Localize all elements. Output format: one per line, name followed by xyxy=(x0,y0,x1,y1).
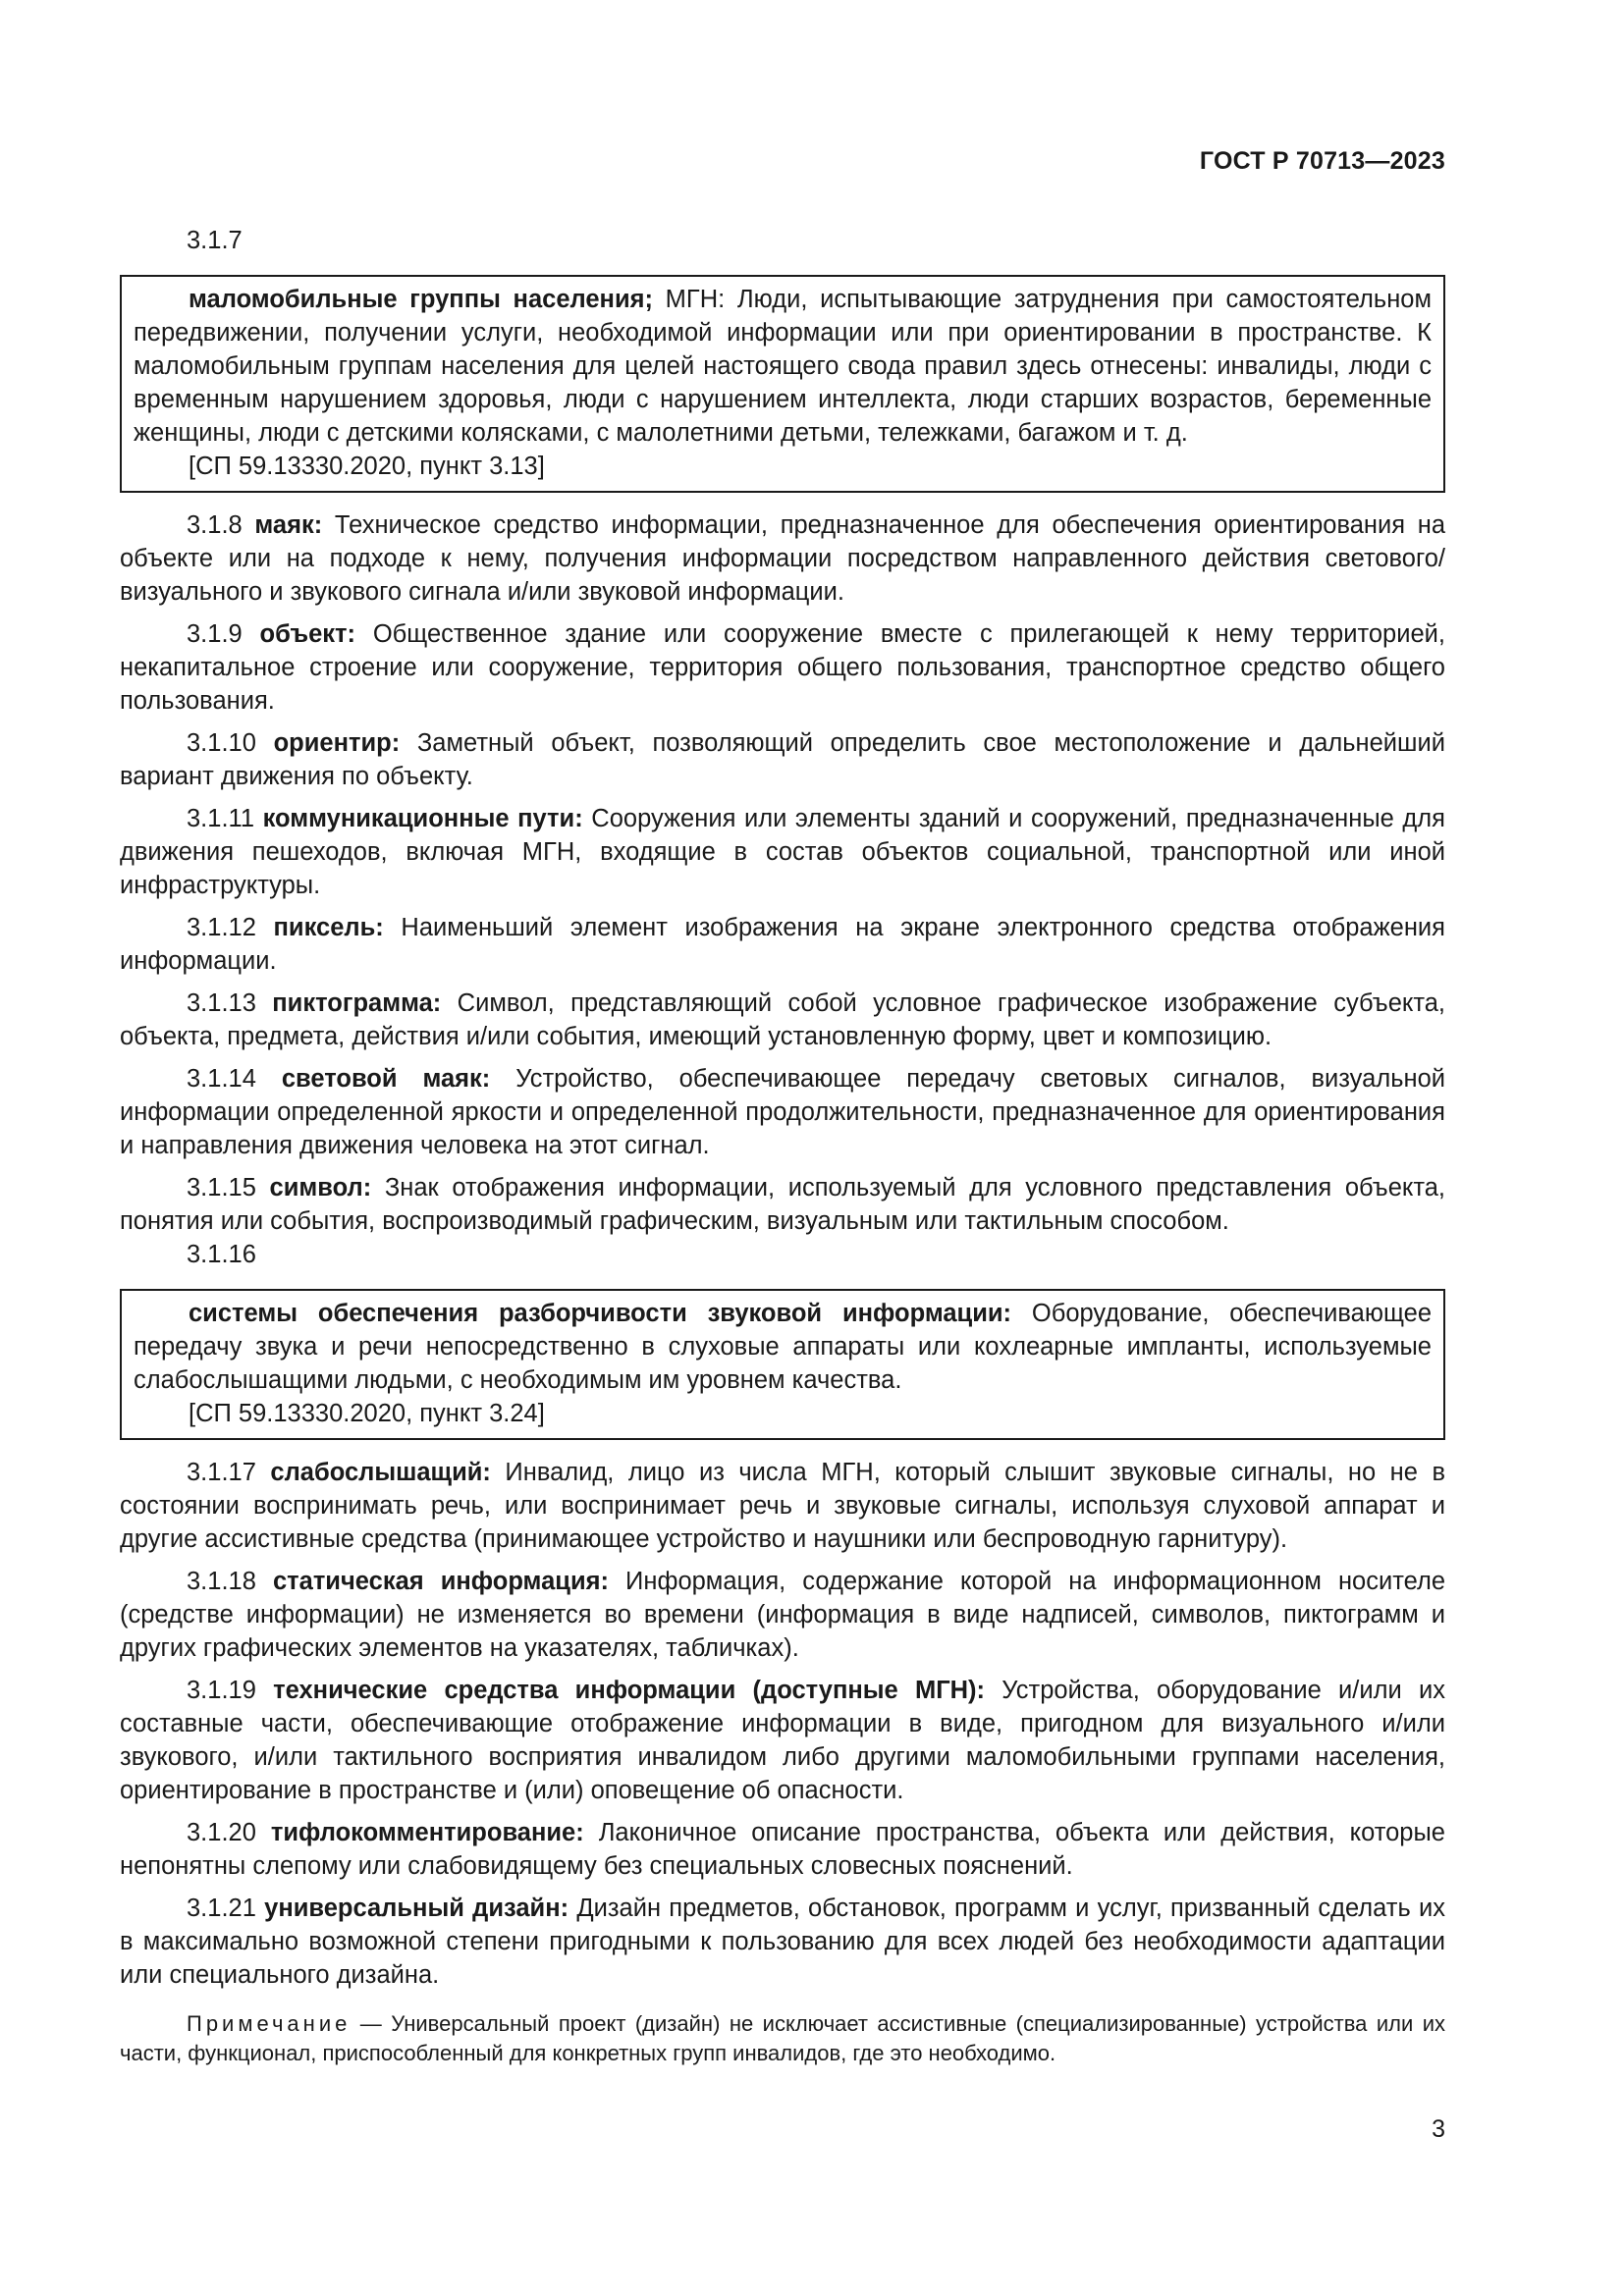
entry-number: 3.1.19 xyxy=(187,1677,256,1704)
entry-number: 3.1.14 xyxy=(187,1065,256,1093)
definition-paragraph xyxy=(120,1816,1445,1883)
definition-paragraph xyxy=(120,1456,1445,1556)
definition-text: Техническое средство информации, предназначенное для обеспечения ориентирования на объекте или на подходе к нему, получения информации посредством направленного действия светового/визуального и звукового сигнала и/или звуковой информации. xyxy=(120,511,1446,606)
definition-text: Наименьший элемент изображения на экране электронного средства отображения информации. xyxy=(120,914,1445,975)
term: маяк: xyxy=(254,511,323,539)
definition-source: [СП 59.13330.2020, пункт 3.24] xyxy=(189,1400,545,1427)
definition-paragraph xyxy=(120,726,1445,793)
definition-text: Дизайн предметов, обстановок, программ и услуг, призванный сделать их в максимально возможной степени пригодными к пользованию для всех людей без необходимости адаптации или специального дизайна. xyxy=(120,1895,1445,1989)
term: маломобильные группы населения; xyxy=(189,286,653,313)
page-number: 3 xyxy=(1432,2115,1445,2143)
definition-paragraph xyxy=(120,911,1445,978)
term: пиктограмма: xyxy=(272,989,442,1017)
entry-number: 3.1.16 xyxy=(187,1241,256,1268)
definition-paragraph xyxy=(120,1171,1445,1238)
definition-text: Сооружения или элементы зданий и сооружений, предназначенные для движения пешеходов, включая МГН, входящие в состав объектов социальной, транспортной или иной инфраструктуры. xyxy=(120,805,1445,899)
term: статическая информация: xyxy=(272,1568,609,1595)
entry-number: 3.1.12 xyxy=(187,914,256,941)
definition-paragraph xyxy=(120,617,1445,718)
definition-paragraph xyxy=(120,508,1445,609)
definition-paragraph xyxy=(134,283,1432,450)
term: коммуникационные пути: xyxy=(262,805,583,832)
entry-number: 3.1.17 xyxy=(187,1459,256,1486)
term: объект: xyxy=(259,620,356,648)
quoted-definition-box xyxy=(120,1289,1445,1440)
term: универсальный дизайн: xyxy=(264,1895,569,1922)
term: слабослышащий: xyxy=(270,1459,491,1486)
entry-number: 3.1.8 xyxy=(187,511,243,539)
note-label: Примечание xyxy=(187,2011,352,2036)
definitions-content xyxy=(120,224,1445,2068)
quoted-definition-box xyxy=(120,275,1445,493)
definition-text: Символ, представляющий собой условное графическое изображение субъекта, объекта, предмета, действия и/или события, имеющий установленную форму, цвет и композицию. xyxy=(120,989,1445,1050)
definition-text: Общественное здание или сооружение вместе с прилегающей к нему территорией, некапитальное строение или сооружение, территория общего пользования, транспортное средство общего пользования. xyxy=(120,620,1445,715)
definition-text: Устройства, оборудование и/или их составные части, обеспечивающие отображение информации в виде, пригодном для визуального и/или звукового, и/или тактильного восприятия инвалидом либо другими маломобильными группами населения, ориентирование в пространстве и (или) оповещение об опасности. xyxy=(120,1677,1445,1804)
definition-text: Устройство, обеспечивающее передачу световых сигналов, визуальной информации определенной яркости и определенной продолжительности, предназначенное для ориентирования и направления движения человека на этот сигнал. xyxy=(120,1065,1446,1159)
definition-text: Оборудование, обеспечивающее передачу звука и речи непосредственно в слуховые аппараты или кохлеарные импланты, используемые слабослышащими людьми, с необходимым им уровнем качества. xyxy=(134,1300,1432,1394)
note-paragraph xyxy=(120,2009,1445,2068)
definition-text: Инвалид, лицо из числа МГН, который слышит звуковые сигналы, но не в состоянии воспринимать речь, или воспринимает речь и звуковые сигналы, используя слуховой аппарат и другие ассистивные средства (принимающее устройство и наушники или беспроводную гарнитуру). xyxy=(120,1459,1445,1553)
entry-number: 3.1.13 xyxy=(187,989,256,1017)
definition-text: МГН: Люди, испытывающие затруднения при самостоятельном передвижении, получении услуги, необходимой информации или при ориентировании в пространстве. К маломобильным группам населения для целей настоящего свода правил здесь отнесены: инвалиды, люди с временным нарушением здоровья, люди с нарушением интеллекта, люди старших возрастов, беременные женщины, люди с детскими колясками, с малолетними детьми, тележками, багажом и т. д. xyxy=(134,286,1432,447)
definition-text: Знак отображения информации, используемый для условного представления объекта, понятия или события, воспроизводимый графическим, визуальным или тактильным способом. xyxy=(120,1174,1445,1235)
definition-paragraph xyxy=(120,1674,1445,1807)
entry-number: 3.1.7 xyxy=(187,227,243,254)
document-code-header: ГОСТ Р 70713—2023 xyxy=(1199,147,1445,175)
entry-number: 3.1.20 xyxy=(187,1819,256,1846)
definition-paragraph xyxy=(134,1297,1432,1397)
entry-number: 3.1.15 xyxy=(187,1174,256,1201)
entry-number: 3.1.21 xyxy=(187,1895,256,1922)
entry-number: 3.1.18 xyxy=(187,1568,256,1595)
entry-number: 3.1.11 xyxy=(187,805,255,832)
definition-text: Лаконичное описание пространства, объекта или действия, которые непонятны слепому или слабовидящему без специальных словесных пояснений. xyxy=(120,1819,1445,1880)
term: технические средства информации (доступные МГН): xyxy=(273,1677,986,1704)
definition-source: [СП 59.13330.2020, пункт 3.13] xyxy=(189,453,545,480)
entry-number: 3.1.10 xyxy=(187,729,256,757)
entry-number: 3.1.9 xyxy=(187,620,243,648)
definition-text: Информация, содержание которой на информационном носителе (средстве информации) не изменяется во времени (информация в виде надписей, символов, пиктограмм и других графических элементов на указателях, табличках). xyxy=(120,1568,1446,1662)
term: символ: xyxy=(269,1174,372,1201)
term: пиксель: xyxy=(273,914,384,941)
term: световой маяк: xyxy=(281,1065,491,1093)
definition-paragraph xyxy=(120,987,1445,1053)
definition-paragraph xyxy=(120,1892,1445,1992)
term: системы обеспечения разборчивости звуковой информации: xyxy=(189,1300,1012,1327)
term: ориентир: xyxy=(273,729,401,757)
definition-text: Заметный объект, позволяющий определить свое местоположение и дальнейший вариант движения по объекту. xyxy=(120,729,1445,790)
note-text: — Универсальный проект (дизайн) не исключает ассистивные (специализированные) устройства или их части, функционал, приспособленный для конкретных групп инвалидов, где это необходимо. xyxy=(120,2011,1445,2065)
definition-paragraph xyxy=(120,802,1445,902)
definition-paragraph xyxy=(120,1565,1445,1665)
term: тифлокомментирование: xyxy=(270,1819,584,1846)
definition-paragraph xyxy=(120,1062,1445,1162)
